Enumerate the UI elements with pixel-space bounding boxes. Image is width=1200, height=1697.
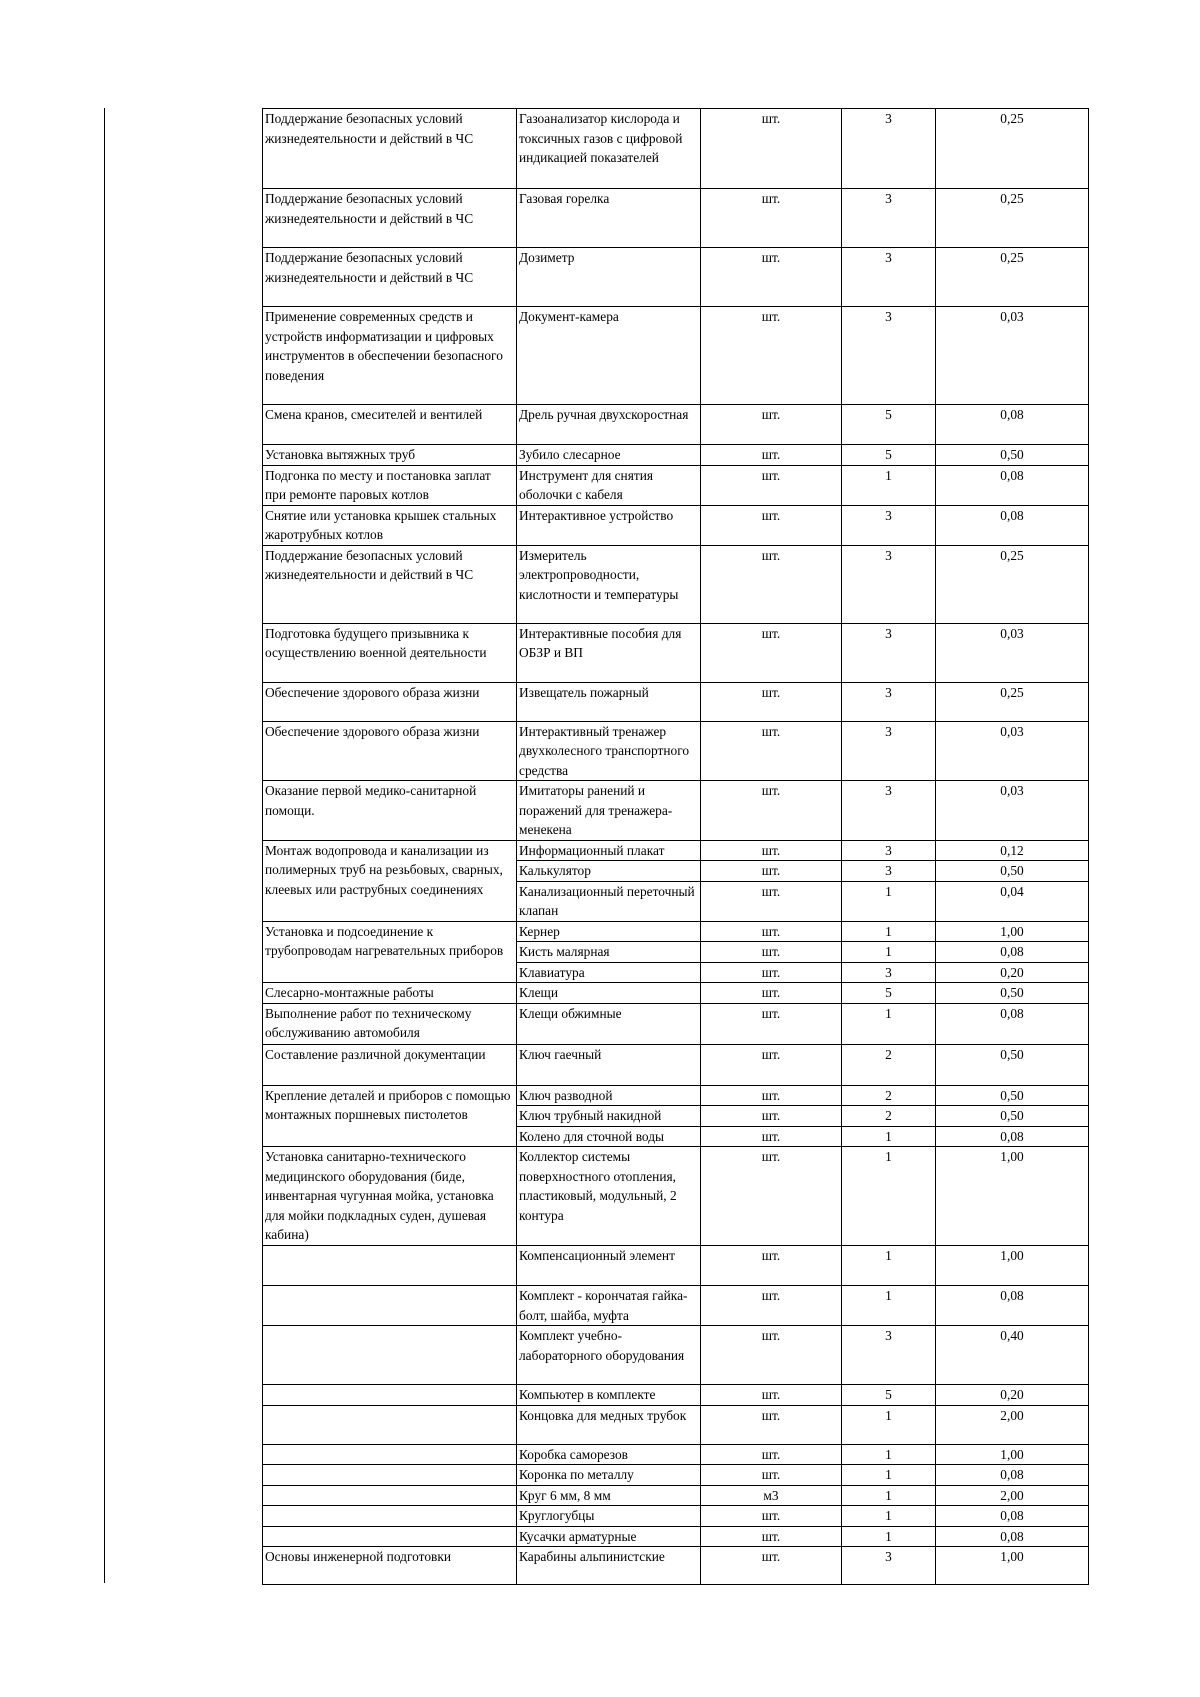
section-cell: Обеспечение здорового образа жизни <box>263 682 517 721</box>
coef-cell: 0,03 <box>936 623 1089 682</box>
section-cell: Монтаж водопровода и канализации из полимерных труб на резьбовых, сварных, клеевых или раструбных соединениях <box>263 840 517 921</box>
section-cell <box>263 1444 517 1465</box>
item-cell: Канализационный переточный клапан <box>517 881 701 921</box>
table-row <box>263 682 1089 721</box>
section-cell: Снятие или установка крышек стальных жаротрубных котлов <box>263 505 517 545</box>
item-cell: Интерактивные пособия для ОБЗР и ВП <box>517 623 701 682</box>
table-row <box>263 1003 1089 1044</box>
coef-cell: 0,25 <box>936 248 1089 307</box>
table-row <box>263 465 1089 505</box>
qty-cell: 2 <box>842 1044 936 1085</box>
unit-cell: шт. <box>701 307 842 405</box>
item-cell: Интерактивное устройство <box>517 505 701 545</box>
table-row <box>263 1044 1089 1085</box>
section-cell <box>263 1326 517 1385</box>
coef-cell: 0,03 <box>936 307 1089 405</box>
section-cell: Подготовка будущего призывника к осуществлению военной деятельности <box>263 623 517 682</box>
unit-cell: шт. <box>701 942 842 963</box>
margin-rule <box>104 108 105 1583</box>
coef-cell: 1,00 <box>936 1444 1089 1465</box>
unit-cell: шт. <box>701 781 842 841</box>
table-row <box>263 921 1089 942</box>
unit-cell: шт. <box>701 248 842 307</box>
coef-cell: 0,25 <box>936 682 1089 721</box>
unit-cell: шт. <box>701 405 842 445</box>
section-cell: Крепление деталей и приборов с помощью монтажных поршневых пистолетов <box>263 1085 517 1147</box>
table-row <box>263 1444 1089 1465</box>
unit-cell: шт. <box>701 1465 842 1486</box>
qty-cell: 3 <box>842 505 936 545</box>
coef-cell: 0,08 <box>936 505 1089 545</box>
coef-cell: 1,00 <box>936 921 1089 942</box>
item-cell: Имитаторы ранений и поражений для тренажера-менекена <box>517 781 701 841</box>
qty-cell: 1 <box>842 1286 936 1326</box>
coef-cell: 1,00 <box>936 1246 1089 1286</box>
section-cell: Поддержание безопасных условий жизнедеятельности и действий в ЧС <box>263 109 517 189</box>
item-cell: Колено для сточной воды <box>517 1126 701 1147</box>
coef-cell: 0,20 <box>936 962 1089 983</box>
qty-cell: 1 <box>842 921 936 942</box>
item-cell: Ключ разводной <box>517 1085 701 1106</box>
item-cell: Дрель ручная двухскоростная <box>517 405 701 445</box>
unit-cell: шт. <box>701 1547 842 1585</box>
table-row <box>263 1385 1089 1406</box>
section-cell: Применение современных средств и устройств информатизации и цифровых инструментов в обеспечении безопасного поведения <box>263 307 517 405</box>
item-cell: Зубило слесарное <box>517 445 701 466</box>
unit-cell: шт. <box>701 921 842 942</box>
qty-cell: 1 <box>842 1465 936 1486</box>
qty-cell: 3 <box>842 962 936 983</box>
qty-cell: 3 <box>842 1547 936 1585</box>
item-cell: Клещи <box>517 983 701 1004</box>
item-cell: Круг 6 мм, 8 мм <box>517 1485 701 1506</box>
item-cell: Информационный плакат <box>517 840 701 861</box>
item-cell: Концовка для медных трубок <box>517 1405 701 1444</box>
qty-cell: 3 <box>842 307 936 405</box>
coef-cell: 0,20 <box>936 1385 1089 1406</box>
coef-cell: 0,08 <box>936 405 1089 445</box>
coef-cell: 0,08 <box>936 465 1089 505</box>
qty-cell: 1 <box>842 1405 936 1444</box>
item-cell: Комплект учебно-лабораторного оборудования <box>517 1326 701 1385</box>
unit-cell: шт. <box>701 109 842 189</box>
qty-cell: 3 <box>842 545 936 623</box>
table-row <box>263 109 1089 189</box>
table-row <box>263 623 1089 682</box>
unit-cell: шт. <box>701 1106 842 1127</box>
coef-cell: 0,03 <box>936 781 1089 841</box>
unit-cell: шт. <box>701 1286 842 1326</box>
coef-cell: 2,00 <box>936 1485 1089 1506</box>
coef-cell: 0,08 <box>936 1003 1089 1044</box>
unit-cell: шт. <box>701 1385 842 1406</box>
table-row <box>263 1547 1089 1585</box>
item-cell: Ключ гаечный <box>517 1044 701 1085</box>
item-cell: Клавиатура <box>517 962 701 983</box>
unit-cell: шт. <box>701 983 842 1004</box>
qty-cell: 5 <box>842 405 936 445</box>
unit-cell: шт. <box>701 545 842 623</box>
qty-cell: 1 <box>842 881 936 921</box>
qty-cell: 1 <box>842 1444 936 1465</box>
coef-cell: 1,00 <box>936 1147 1089 1246</box>
qty-cell: 5 <box>842 445 936 466</box>
coef-cell: 0,08 <box>936 1126 1089 1147</box>
item-cell: Коробка саморезов <box>517 1444 701 1465</box>
section-cell <box>263 1485 517 1506</box>
item-cell: Калькулятор <box>517 861 701 882</box>
section-cell: Слесарно-монтажные работы <box>263 983 517 1004</box>
section-cell <box>263 1465 517 1486</box>
coef-cell: 0,50 <box>936 983 1089 1004</box>
item-cell: Клещи обжимные <box>517 1003 701 1044</box>
table-row <box>263 1405 1089 1444</box>
coef-cell: 0,40 <box>936 1326 1089 1385</box>
qty-cell: 1 <box>842 1506 936 1527</box>
qty-cell: 3 <box>842 682 936 721</box>
item-cell: Инструмент для снятия оболочки с кабеля <box>517 465 701 505</box>
unit-cell: шт. <box>701 1085 842 1106</box>
item-cell: Интерактивный тренажер двухколесного транспортного средства <box>517 721 701 781</box>
qty-cell: 1 <box>842 1147 936 1246</box>
section-cell: Поддержание безопасных условий жизнедеятельности и действий в ЧС <box>263 248 517 307</box>
coef-cell: 0,50 <box>936 1044 1089 1085</box>
unit-cell: м3 <box>701 1485 842 1506</box>
item-cell: Извещатель пожарный <box>517 682 701 721</box>
table-row <box>263 721 1089 781</box>
coef-cell: 0,50 <box>936 1085 1089 1106</box>
unit-cell: шт. <box>701 1246 842 1286</box>
unit-cell: шт. <box>701 1444 842 1465</box>
unit-cell: шт. <box>701 189 842 248</box>
item-cell: Документ-камера <box>517 307 701 405</box>
section-cell: Составление различной документации <box>263 1044 517 1085</box>
item-cell: Комплект - корончатая гайка-болт, шайба, муфта <box>517 1286 701 1326</box>
table-row <box>263 248 1089 307</box>
qty-cell: 1 <box>842 465 936 505</box>
unit-cell: шт. <box>701 962 842 983</box>
qty-cell: 1 <box>842 1246 936 1286</box>
qty-cell: 3 <box>842 861 936 882</box>
unit-cell: шт. <box>701 881 842 921</box>
unit-cell: шт. <box>701 1044 842 1085</box>
qty-cell: 1 <box>842 1126 936 1147</box>
qty-cell: 2 <box>842 1085 936 1106</box>
table-row <box>263 405 1089 445</box>
unit-cell: шт. <box>701 1126 842 1147</box>
item-cell: Кернер <box>517 921 701 942</box>
table-row <box>263 307 1089 405</box>
coef-cell: 0,50 <box>936 1106 1089 1127</box>
coef-cell: 0,08 <box>936 1506 1089 1527</box>
coef-cell: 0,08 <box>936 1465 1089 1486</box>
unit-cell: шт. <box>701 1506 842 1527</box>
unit-cell: шт. <box>701 840 842 861</box>
table-row <box>263 445 1089 466</box>
qty-cell: 1 <box>842 1003 936 1044</box>
unit-cell: шт. <box>701 465 842 505</box>
section-cell: Поддержание безопасных условий жизнедеятельности и действий в ЧС <box>263 189 517 248</box>
item-cell: Измеритель электропроводности, кислотности и температуры <box>517 545 701 623</box>
unit-cell: шт. <box>701 1003 842 1044</box>
table-row <box>263 1526 1089 1547</box>
item-cell: Кусачки арматурные <box>517 1526 701 1547</box>
section-cell <box>263 1506 517 1527</box>
coef-cell: 2,00 <box>936 1405 1089 1444</box>
coef-cell: 0,25 <box>936 189 1089 248</box>
item-cell: Ключ трубный накидной <box>517 1106 701 1127</box>
item-cell: Дозиметр <box>517 248 701 307</box>
qty-cell: 3 <box>842 781 936 841</box>
section-cell: Установка вытяжных труб <box>263 445 517 466</box>
unit-cell: шт. <box>701 445 842 466</box>
item-cell: Газоанализатор кислорода и токсичных газов с цифровой индикацией показателей <box>517 109 701 189</box>
table-row <box>263 1485 1089 1506</box>
coef-cell: 0,04 <box>936 881 1089 921</box>
item-cell: Коллектор системы поверхностного отопления, пластиковый, модульный, 2 контура <box>517 1147 701 1246</box>
section-cell: Установка и подсоединение к трубопроводам нагревательных приборов <box>263 921 517 983</box>
item-cell: Кисть малярная <box>517 942 701 963</box>
qty-cell: 3 <box>842 189 936 248</box>
section-cell: Основы инженерной подготовки <box>263 1547 517 1585</box>
section-cell: Обеспечение здорового образа жизни <box>263 721 517 781</box>
table-row <box>263 1326 1089 1385</box>
table-row <box>263 1286 1089 1326</box>
section-cell: Установка санитарно-технического медицинского оборудования (биде, инвентарная чугунная мойка, установка для мойки подкладных суден, душевая кабина) <box>263 1147 517 1246</box>
section-cell <box>263 1286 517 1326</box>
table-row <box>263 1246 1089 1286</box>
coef-cell: 0,08 <box>936 942 1089 963</box>
section-cell <box>263 1385 517 1406</box>
qty-cell: 3 <box>842 721 936 781</box>
coef-cell: 0,03 <box>936 721 1089 781</box>
table-row <box>263 1465 1089 1486</box>
unit-cell: шт. <box>701 505 842 545</box>
section-cell: Оказание первой медико-санитарной помощи. <box>263 781 517 841</box>
coef-cell: 0,25 <box>936 545 1089 623</box>
qty-cell: 2 <box>842 1106 936 1127</box>
qty-cell: 3 <box>842 840 936 861</box>
unit-cell: шт. <box>701 1405 842 1444</box>
item-cell: Газовая горелка <box>517 189 701 248</box>
coef-cell: 0,08 <box>936 1526 1089 1547</box>
table-row <box>263 840 1089 861</box>
coef-cell: 0,08 <box>936 1286 1089 1326</box>
qty-cell: 5 <box>842 983 936 1004</box>
qty-cell: 3 <box>842 623 936 682</box>
coef-cell: 0,50 <box>936 445 1089 466</box>
section-cell: Выполнение работ по техническому обслуживанию автомобиля <box>263 1003 517 1044</box>
unit-cell: шт. <box>701 721 842 781</box>
qty-cell: 3 <box>842 248 936 307</box>
section-cell <box>263 1526 517 1547</box>
qty-cell: 1 <box>842 1485 936 1506</box>
table-row <box>263 781 1089 841</box>
item-cell: Круглогубцы <box>517 1506 701 1527</box>
qty-cell: 5 <box>842 1385 936 1406</box>
table-row <box>263 189 1089 248</box>
coef-cell: 1,00 <box>936 1547 1089 1585</box>
unit-cell: шт. <box>701 1326 842 1385</box>
item-cell: Карабины альпинистские <box>517 1547 701 1585</box>
table-row <box>263 1147 1089 1246</box>
table-row <box>263 1085 1089 1106</box>
equipment-table <box>262 108 1089 1585</box>
unit-cell: шт. <box>701 1147 842 1246</box>
item-cell: Компенсационный элемент <box>517 1246 701 1286</box>
table-row <box>263 1506 1089 1527</box>
unit-cell: шт. <box>701 623 842 682</box>
table-row <box>263 545 1089 623</box>
section-cell: Смена кранов, смесителей и вентилей <box>263 405 517 445</box>
section-cell <box>263 1246 517 1286</box>
table-row <box>263 505 1089 545</box>
qty-cell: 1 <box>842 942 936 963</box>
item-cell: Коронка по металлу <box>517 1465 701 1486</box>
item-cell: Компьютер в комплекте <box>517 1385 701 1406</box>
section-cell: Подгонка по месту и постановка заплат при ремонте паровых котлов <box>263 465 517 505</box>
unit-cell: шт. <box>701 1526 842 1547</box>
unit-cell: шт. <box>701 861 842 882</box>
coef-cell: 0,50 <box>936 861 1089 882</box>
qty-cell: 3 <box>842 109 936 189</box>
table-row <box>263 983 1089 1004</box>
unit-cell: шт. <box>701 682 842 721</box>
section-cell <box>263 1405 517 1444</box>
qty-cell: 3 <box>842 1326 936 1385</box>
coef-cell: 0,12 <box>936 840 1089 861</box>
coef-cell: 0,25 <box>936 109 1089 189</box>
qty-cell: 1 <box>842 1526 936 1547</box>
section-cell: Поддержание безопасных условий жизнедеятельности и действий в ЧС <box>263 545 517 623</box>
